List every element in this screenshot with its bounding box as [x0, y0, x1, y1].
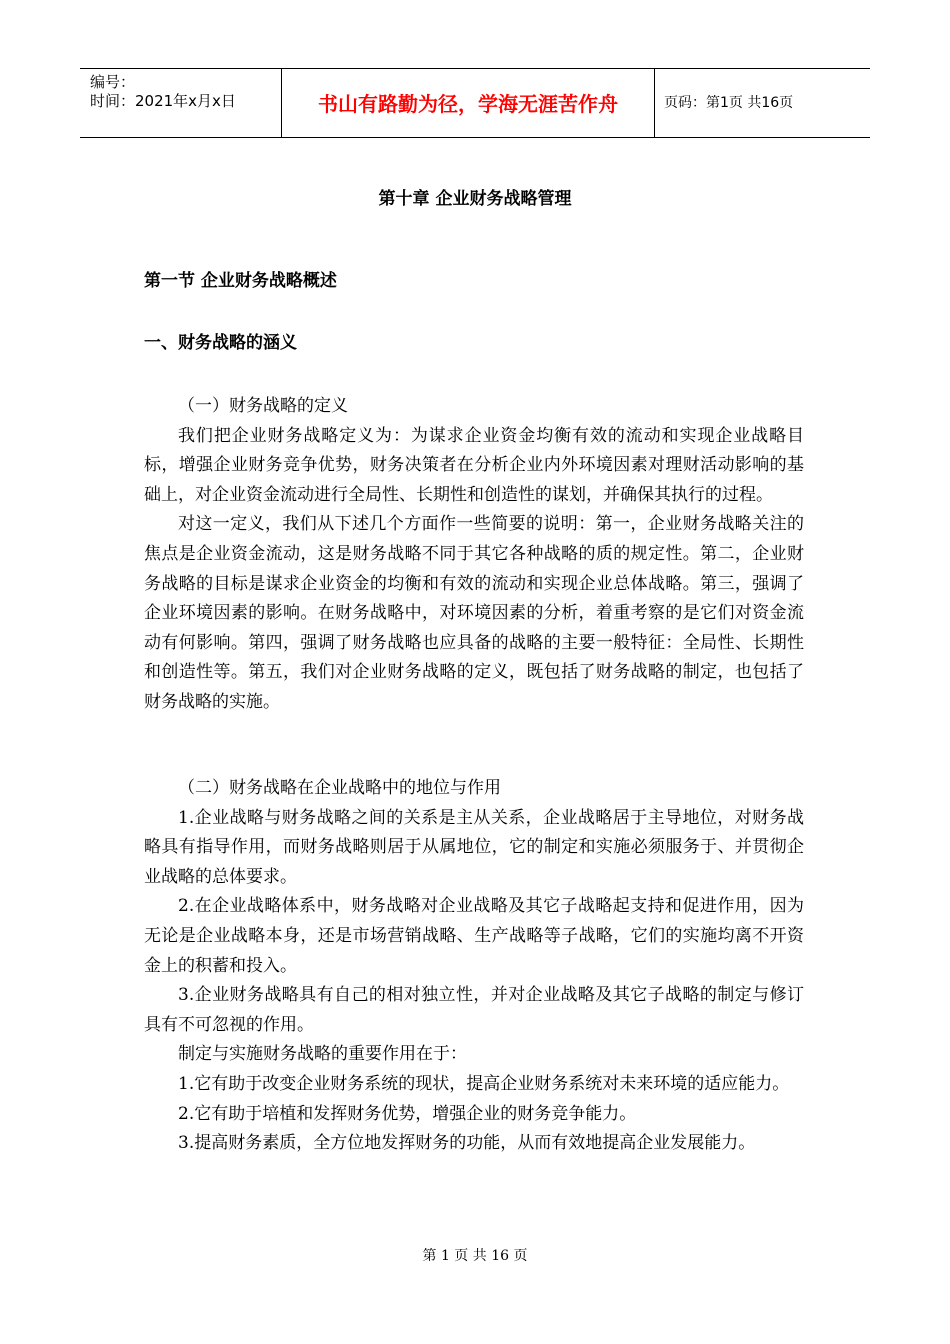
paragraph: 3.提高财务素质，全方位地发挥财务的功能，从而有效地提高企业发展能力。 [178, 1133, 756, 1154]
page-info: 页码：第1页 共16页 [664, 95, 794, 111]
paragraph: 我们把企业财务战略定义为：为谋求企业资金均衡有效的流动和实现企业战略目标，增强企业财务竞争优势，财务决策者在分析企业内外环境因素对理财活动影响的基础上，对企业资金流动进行全局性、长期性和创造性的谋划，并确保其执行的过程。 [144, 425, 804, 505]
part1-heading: （一）财务战略的定义 [178, 396, 348, 416]
section-title: 第一节 企业财务战略概述 [144, 271, 337, 291]
header-page-cell [654, 69, 870, 137]
header-motto-cell [281, 69, 655, 137]
part1-block [144, 392, 804, 718]
motto-text: 书山有路勤为径，学海无涯苦作舟 [318, 92, 618, 116]
paragraph: 2.它有助于培植和发挥财务优势，增强企业的财务竞争能力。 [178, 1103, 637, 1124]
paragraph: 1.企业战略与财务战略之间的关系是主从关系，企业战略居于主导地位，对财务战略具有指导作用，而财务战略则居于从属地位，它的制定和实施必须服务于、并贯彻企业战略的总体要求。 [144, 807, 804, 887]
paragraph: 制定与实施财务战略的重要作用在于： [178, 1044, 467, 1065]
date-label: 时间：2021年x月x日 [90, 92, 236, 110]
subsection-title: 一、财务战略的涵义 [144, 333, 297, 353]
paragraph: 对这一定义，我们从下述几个方面作一些简要的说明：第一，企业财务战略关注的焦点是企业资金流动，这是财务战略不同于其它各种战略的质的规定性。第二，企业财务战略的目标是谋求企业资金的均衡和有效的流动和实现企业总体战略。第三，强调了企业环境因素的影响。在财务战略中，对环境因素的分析，着重考察的是它们对资金流动有何影响。第四，强调了财务战略也应具备的战略的主要一般特征：全局性、长期性和创造性等。第五，我们对企业财务战略的定义，既包括了财务战略的制定，也包括了财务战略的实施。 [144, 514, 804, 712]
chapter-title: 第十章 企业财务战略管理 [378, 189, 572, 209]
part2-block [144, 774, 804, 1159]
number-label: 编号： [90, 73, 136, 91]
paragraph: 1.它有助于改变企业财务系统的现状，提高企业财务系统对未来环境的适应能力。 [178, 1073, 790, 1094]
header-table [80, 68, 870, 138]
part2-heading: （二）财务战略在企业战略中的地位与作用 [178, 778, 501, 798]
paragraph: 2.在企业战略体系中，财务战略对企业战略及其它子战略起支持和促进作用，因为无论是企业战略本身，还是市场营销战略、生产战略等子战略，它们的实施均离不开资金上的积蓄和投入。 [144, 896, 804, 976]
paragraph: 3.企业财务战略具有自己的相对独立性，并对企业战略及其它子战略的制定与修订具有不可忽视的作用。 [144, 985, 804, 1035]
header-info-cell [80, 69, 280, 137]
page-footer: 第 1 页 共 16 页 [422, 1248, 528, 1264]
